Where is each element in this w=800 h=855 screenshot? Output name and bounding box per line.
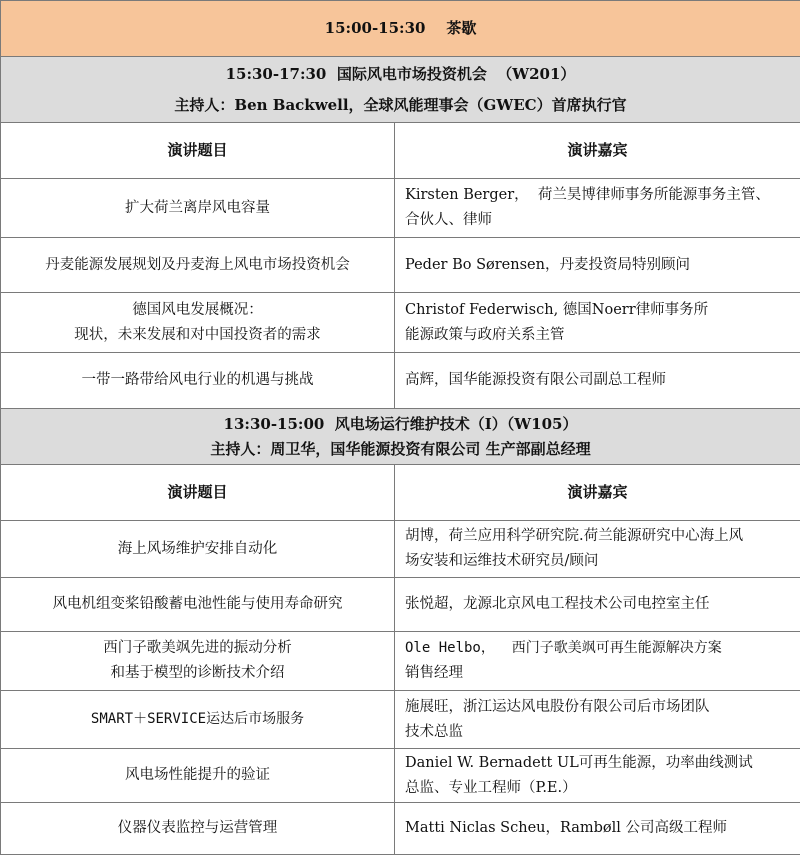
session1-col-topic: 演讲题目	[1, 123, 395, 179]
topic-cell	[1, 691, 395, 749]
table-row	[1, 353, 800, 409]
speaker-line: 销售经理	[405, 661, 790, 686]
topic-line: 海上风场维护安排自动化	[9, 537, 386, 562]
session2-column-header-row	[1, 465, 800, 521]
session1-header-row	[1, 57, 800, 123]
topic-line: 仪器仪表监控与运营管理	[9, 816, 386, 841]
session1-column-header-row	[1, 123, 800, 179]
topic-line: 风电场性能提升的验证	[9, 763, 386, 788]
table-row	[1, 691, 800, 749]
table-row	[1, 293, 800, 353]
tea-break-label: 茶歇	[446, 19, 476, 37]
speaker-line: Daniel W. Bernadett UL可再生能源，功率曲线测试	[405, 751, 790, 776]
speaker-line: 总监、专业工程师（P.E.）	[405, 776, 790, 801]
speaker-cell	[395, 578, 800, 632]
session2-col-speaker: 演讲嘉宾	[395, 465, 800, 521]
speaker-line: 胡博，荷兰应用科学研究院.荷兰能源研究中心海上风	[405, 524, 790, 549]
topic-line: 风电机组变桨铅酸蓄电池性能与使用寿命研究	[9, 592, 386, 617]
table-row	[1, 238, 800, 293]
speaker-line: 高辉，国华能源投资有限公司副总工程师	[405, 368, 790, 393]
topic-line: 丹麦能源发展规划及丹麦海上风电市场投资机会	[9, 253, 386, 278]
topic-cell	[1, 353, 395, 409]
topic-line: 德国风电发展概况：	[9, 298, 386, 323]
session1-title: 15:30-17:30 国际风电市场投资机会 （W201）	[1, 62, 800, 87]
session1-header	[1, 57, 800, 123]
speaker-line: 场安装和运维技术研究员/顾问	[405, 549, 790, 574]
speaker-line: 技术总监	[405, 720, 790, 745]
topic-cell	[1, 238, 395, 293]
speaker-line: 施展旺，浙江运达风电股份有限公司后市场团队	[405, 695, 790, 720]
tea-break-band	[1, 1, 800, 57]
speaker-cell	[395, 179, 800, 238]
table-row	[1, 521, 800, 578]
topic-line: 扩大荷兰离岸风电容量	[9, 196, 386, 221]
speaker-line: 张悦超，龙源北京风电工程技术公司电控室主任	[405, 592, 790, 617]
speaker-line: Ole Helbo， 西门子歌美飒可再生能源解决方案	[405, 636, 790, 661]
topic-line: 现状，未来发展和对中国投资者的需求	[9, 323, 386, 348]
topic-line: 和基于模型的诊断技术介绍	[9, 661, 386, 686]
speaker-cell	[395, 632, 800, 691]
topic-cell	[1, 578, 395, 632]
session2-col-topic: 演讲题目	[1, 465, 395, 521]
session2-host: 主持人：周卫华，国华能源投资有限公司 生产部副总经理	[1, 437, 800, 462]
speaker-cell	[395, 521, 800, 578]
speaker-cell	[395, 691, 800, 749]
tea-break-time: 15:00-15:30	[325, 19, 426, 37]
topic-cell	[1, 293, 395, 353]
session1-col-speaker: 演讲嘉宾	[395, 123, 800, 179]
topic-cell	[1, 749, 395, 803]
speaker-cell	[395, 293, 800, 353]
speaker-line: Peder Bo Sørensen，丹麦投资局特别顾问	[405, 253, 790, 278]
speaker-cell	[395, 353, 800, 409]
speaker-cell	[395, 749, 800, 803]
topic-line: 一带一路带给风电行业的机遇与挑战	[9, 368, 386, 393]
table-row	[1, 179, 800, 238]
session2-header	[1, 409, 800, 465]
topic-cell	[1, 179, 395, 238]
tea-break-row	[1, 1, 800, 57]
table-row	[1, 578, 800, 632]
topic-line: SMART＋SERVICE运达后市场服务	[9, 707, 386, 732]
speaker-cell	[395, 238, 800, 293]
table-row	[1, 632, 800, 691]
topic-line: 西门子歌美飒先进的振动分析	[9, 636, 386, 661]
table-row	[1, 749, 800, 803]
session2-title: 13:30-15:00 风电场运行维护技术（I）（W105）	[1, 412, 800, 437]
session2-header-row	[1, 409, 800, 465]
speaker-line: Matti Niclas Scheu，Rambøll 公司高级工程师	[405, 816, 790, 841]
speaker-line: Kirsten Berger， 荷兰昊博律师事务所能源事务主管、	[405, 183, 790, 208]
topic-cell	[1, 521, 395, 578]
speaker-line: 能源政策与政府关系主管	[405, 323, 790, 348]
speaker-line: 合伙人、律师	[405, 208, 790, 233]
session1-host: 主持人：Ben Backwell，全球风能理事会（GWEC）首席执行官	[1, 93, 800, 118]
speaker-line: Christof Federwisch, 德国Noerr律师事务所	[405, 298, 790, 323]
topic-cell	[1, 632, 395, 691]
